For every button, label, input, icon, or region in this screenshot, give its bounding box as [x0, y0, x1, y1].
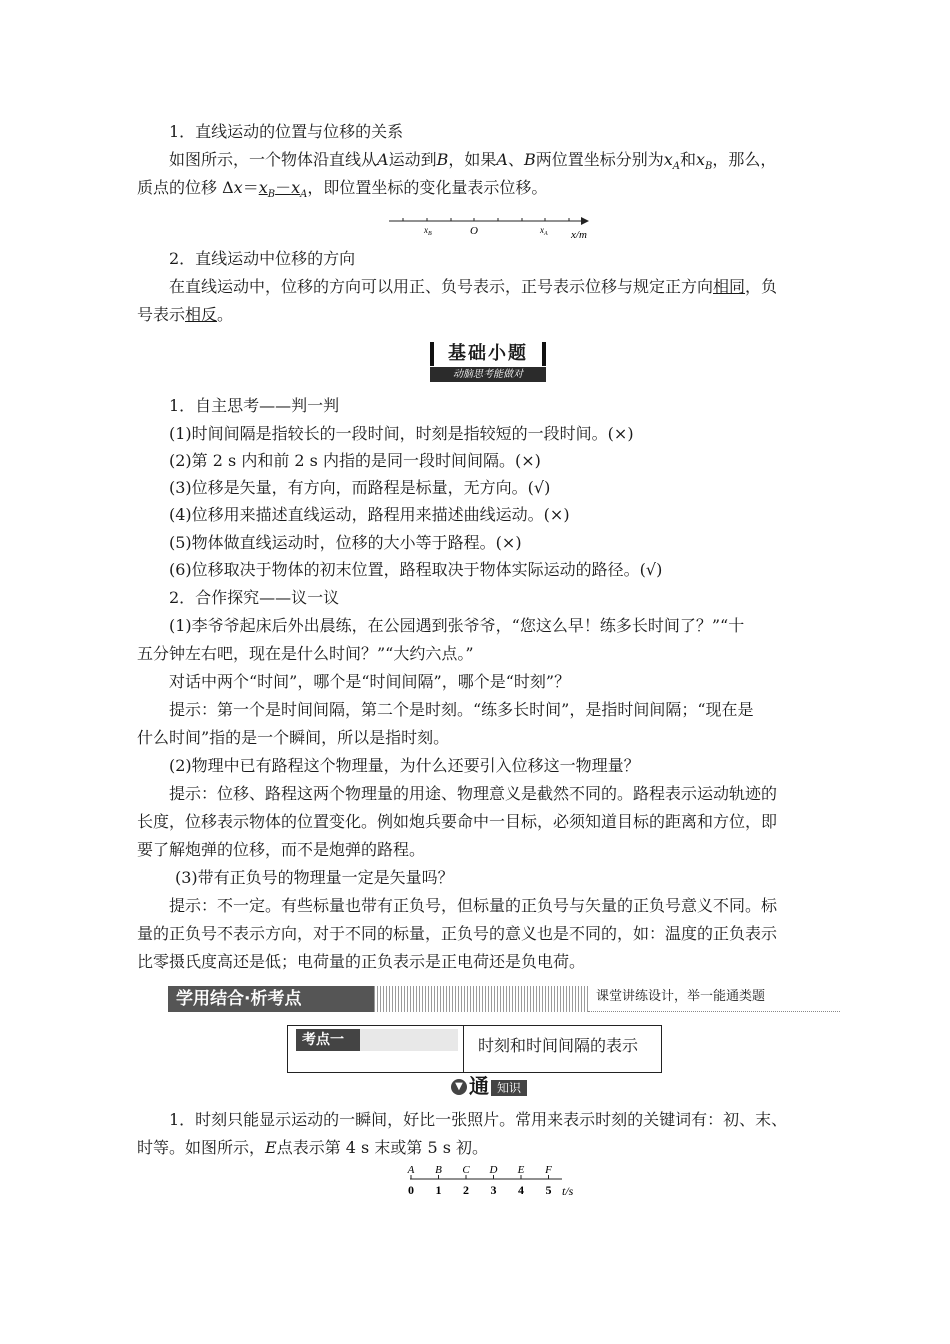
answer-3-line1: 提示：不一定。有些标量也带有正负号，但标量的正负号与矢量的正负号意义不同。标 [169, 896, 778, 915]
axis-unit-label: x/m [571, 229, 587, 241]
question-1-line3: 对话中两个“时间”，哪个是“时间间隔”，哪个是“时刻”？ [169, 672, 571, 691]
banner-stripe [374, 986, 588, 1012]
axis-arrow [581, 217, 589, 225]
answer-2-line1: 提示：位移、路程这两个物理量的用途、物理意义是截然不同的。路程表示运动轨迹的 [169, 784, 778, 803]
exam-point-title: 时刻和时间间隔的表示 [478, 1036, 639, 1055]
basic-exercise-badge [424, 342, 552, 382]
tick-number-label: 5 [545, 1183, 552, 1197]
point-label: C [462, 1164, 470, 1176]
label-xB: $x_B$ [424, 225, 432, 237]
point-label: F [545, 1164, 552, 1176]
quiz-item: (1)时间间隔是指较长的一段时间，时刻是指较短的一段时间。(×) [169, 424, 634, 443]
question-1-line2: 五分钟左右吧，现在是什么时间？”“大约六点。” [137, 644, 474, 663]
banner-subtitle: 课堂讲练设计，举一能通类题 [588, 986, 840, 1012]
exam-point-tag: 考点一 [296, 1029, 360, 1051]
tick-number-label: 3 [490, 1183, 497, 1197]
banner-title: 学用结合·析考点 [168, 986, 374, 1012]
question-2: (2)物理中已有路程这个物理量，为什么还要引入位移这一物理量？ [169, 756, 640, 775]
point-label: A [407, 1164, 415, 1176]
section1-paragraph-line1: 如图所示，一个物体沿直线从A运动到B，如果A、B两位置坐标分别为$x_A$和$x_B$，那么， [169, 150, 777, 173]
badge-title: 基础小题 [430, 342, 546, 366]
label-origin: O [470, 225, 478, 237]
tick-number-label: 2 [463, 1183, 469, 1197]
answer-blank: 相反 [185, 305, 218, 324]
section1-paragraph-line2: 质点的位移 $\Delta x=x_B-x_A$，即位置坐标的变化量表示位移。 [137, 178, 548, 201]
answer-blank: $x_B-x_A$ [258, 178, 308, 201]
section2-paragraph-line2: 号表示相反。 [137, 305, 234, 324]
question-1-line1: (1)李爷爷起床后外出晨练，在公园遇到张爷爷，“您这么早！练多长时间了？”“十 [169, 616, 745, 635]
answer-1-line1: 提示：第一个是时间间隔，第二个是时刻。“练多长时间”，是指时间间隔；“现在是 [169, 700, 754, 719]
exam-point-box [287, 1025, 662, 1073]
section3-line1: 1．时刻只能显示运动的一瞬间，好比一张照片。常用来表示时刻的关键词有：初、末、 [169, 1110, 788, 1129]
tick-number-label: 0 [408, 1183, 414, 1197]
quiz-item: (3)位移是矢量，有方向，而路程是标量，无方向。(√) [169, 478, 551, 497]
quiz-item: (2)第 2 s 内和前 2 s 内指的是同一段时间间隔。(×) [169, 451, 541, 470]
section2-paragraph-line1: 在直线运动中，位移的方向可以用正、负号表示，正号表示位移与规定正方向相同，负 [169, 277, 778, 296]
quiz-heading-1: 1．自主思考——判一判 [169, 396, 340, 415]
triangle-down-icon: ▼ [451, 1079, 467, 1095]
section1-heading: 1．直线运动的位置与位移的关系 [169, 122, 404, 141]
quiz-item: (4)位移用来描述直线运动，路程用来描述曲线运动。(×) [169, 505, 570, 524]
point-label: D [489, 1164, 498, 1176]
axis-unit-label: t/s [562, 1184, 574, 1198]
tick-number-label: 1 [435, 1183, 442, 1197]
position-axis-figure [385, 212, 600, 244]
answer-blank: 相同 [713, 277, 746, 296]
tick-number-label: 4 [518, 1183, 524, 1197]
badge-subtitle: 动脑思考能做对 [430, 367, 546, 382]
quiz-item: (5)物体做直线运动时，位移的大小等于路程。(×) [169, 533, 522, 552]
section2-heading: 2．直线运动中位移的方向 [169, 249, 356, 268]
answer-3-line2: 量的正负号不表示方向，对于不同的标量，正负号的意义也是不同的，如：温度的正负表示 [137, 924, 778, 943]
question-3: (3)带有正负号的物理量一定是矢量吗？ [175, 868, 454, 887]
section3-line2: 时等。如图所示，E点表示第 4 s 末或第 5 s 初。 [137, 1138, 489, 1157]
section-banner [168, 986, 840, 1012]
quiz-heading-2: 2．合作探究——议一议 [169, 588, 340, 607]
point-label: B [435, 1164, 442, 1176]
point-label: E [517, 1164, 525, 1176]
label-xA: $x_A$ [540, 225, 548, 237]
answer-1-line2: 什么时间”指的是一个瞬间，所以是指时刻。 [137, 728, 450, 747]
time-axis-figure [402, 1162, 582, 1202]
knowledge-label [451, 1076, 531, 1098]
answer-3-line3: 比零摄氏度高还是低；电荷量的正负表示是正电荷还是负电荷。 [137, 952, 586, 971]
divider [463, 1026, 464, 1072]
answer-2-line2: 长度，位移表示物体的位置变化。例如炮兵要命中一目标，必须知道目标的距离和方位，即 [137, 812, 778, 831]
exam-point-tag-bar [360, 1029, 458, 1051]
knowledge-label-main: 通 [469, 1074, 489, 1098]
quiz-item: (6)位移取决于物体的初末位置，路程取决于物体实际运动的路径。(√) [169, 560, 663, 579]
knowledge-label-sub: 知识 [491, 1080, 527, 1096]
answer-2-line3: 要了解炮弹的位移，而不是炮弹的路程。 [137, 840, 426, 859]
